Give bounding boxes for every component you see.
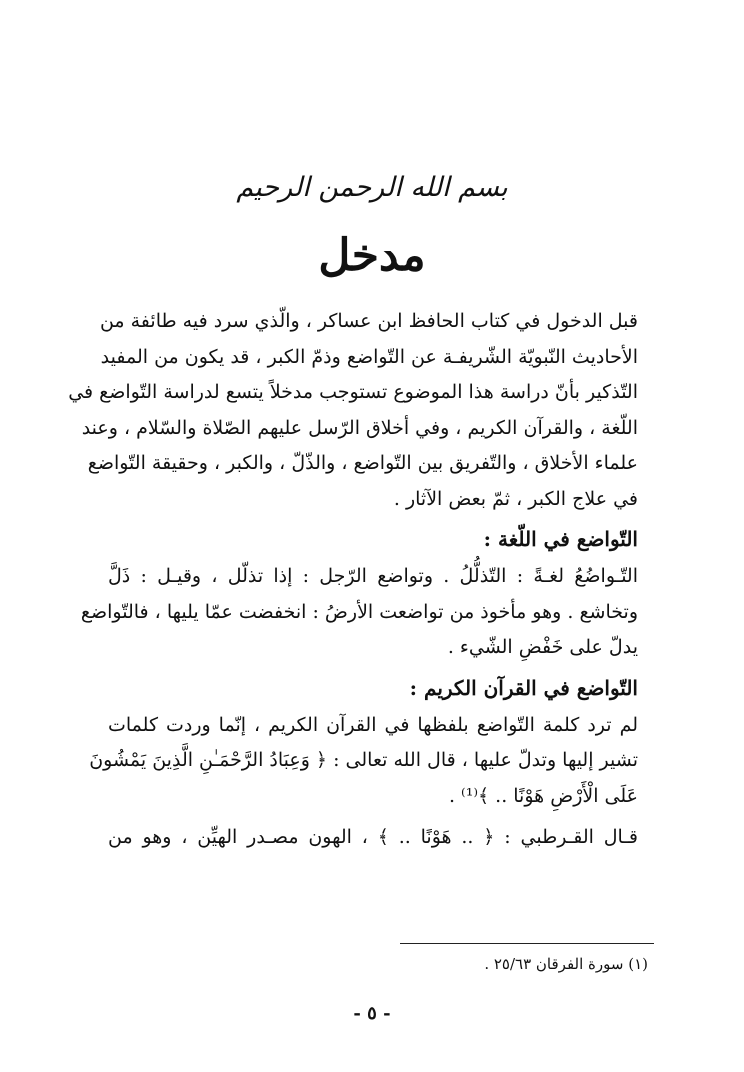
section-line: عَلَى الْأَرْضِ هَوْنًا .. ﴾⁽¹⁾ .: [448, 784, 638, 807]
page-number: - ٥ -: [353, 1003, 391, 1024]
section-heading-quran: التّواضع في القرآن الكريم :: [409, 675, 638, 700]
section-line: لم ترد كلمة التّواضع بلفظها في القرآن الكريم ، إنّما وردت كلمات: [108, 713, 638, 736]
section-line: يدلّ على خَفْضِ الشّيء .: [447, 636, 638, 658]
footnote: (١) سورة الفرقان ٢٥/٦٣ .: [484, 955, 648, 973]
intro-line: علماء الأخلاق ، والتّفريق بين التّواضع ، والذّلّ ، والكبر ، وحقيقة التّواضع: [87, 452, 638, 474]
continuation-line: قـال القـرطبي : ﴿ .. هَوْنًا .. ﴾ ، الهون مصـدر الهيِّن ، وهو من: [108, 826, 638, 848]
intro-line: قبل الدخول في كتاب الحافظ ابن عساكر ، والّذي سرد فيه طائفة من: [99, 310, 638, 332]
footnote-divider: [400, 943, 654, 944]
body-text: [68, 304, 638, 856]
intro-line: اللّغة ، والقرآن الكريم ، وفي أخلاق الرّسل عليهم الصّلاة والسّلام ، وعند: [81, 416, 638, 439]
page-title: مدخل: [318, 230, 426, 281]
intro-line: الأحاديث النّبويّة الشّريفـة عن التّواضع وذمّ الكبر ، قد يكون من المفيد: [100, 345, 638, 368]
section-line: تشير إليها وتدلّ عليها ، قال الله تعالى : ﴿ وَعِبَادُ الرَّحْمَـٰنِ الَّذِينَ يَمْشُونَ: [89, 749, 638, 771]
basmala: بسم الله الرحمن الرحيم: [236, 172, 508, 203]
section-heading-language: التّواضع في اللّغة :: [483, 527, 638, 551]
intro-line: التّذكير بأنّ دراسة هذا الموضوع تستوجب مدخلاً يتسع لدراسة التّواضع في: [68, 381, 638, 403]
intro-line: في علاج الكبر ، ثمّ بعض الآثار .: [393, 487, 638, 510]
section-line: التّـواضُعُ لغـةً : التّذلُّلُ . وتواضع الرّجل : إذا تذلّل ، وقيـل : ذَلَّ: [108, 565, 638, 587]
section-line: وتخاشع . وهو مأخوذ من تواضعت الأرضُ : انخفضت عمّا يليها ، فالتّواضع: [80, 600, 638, 623]
